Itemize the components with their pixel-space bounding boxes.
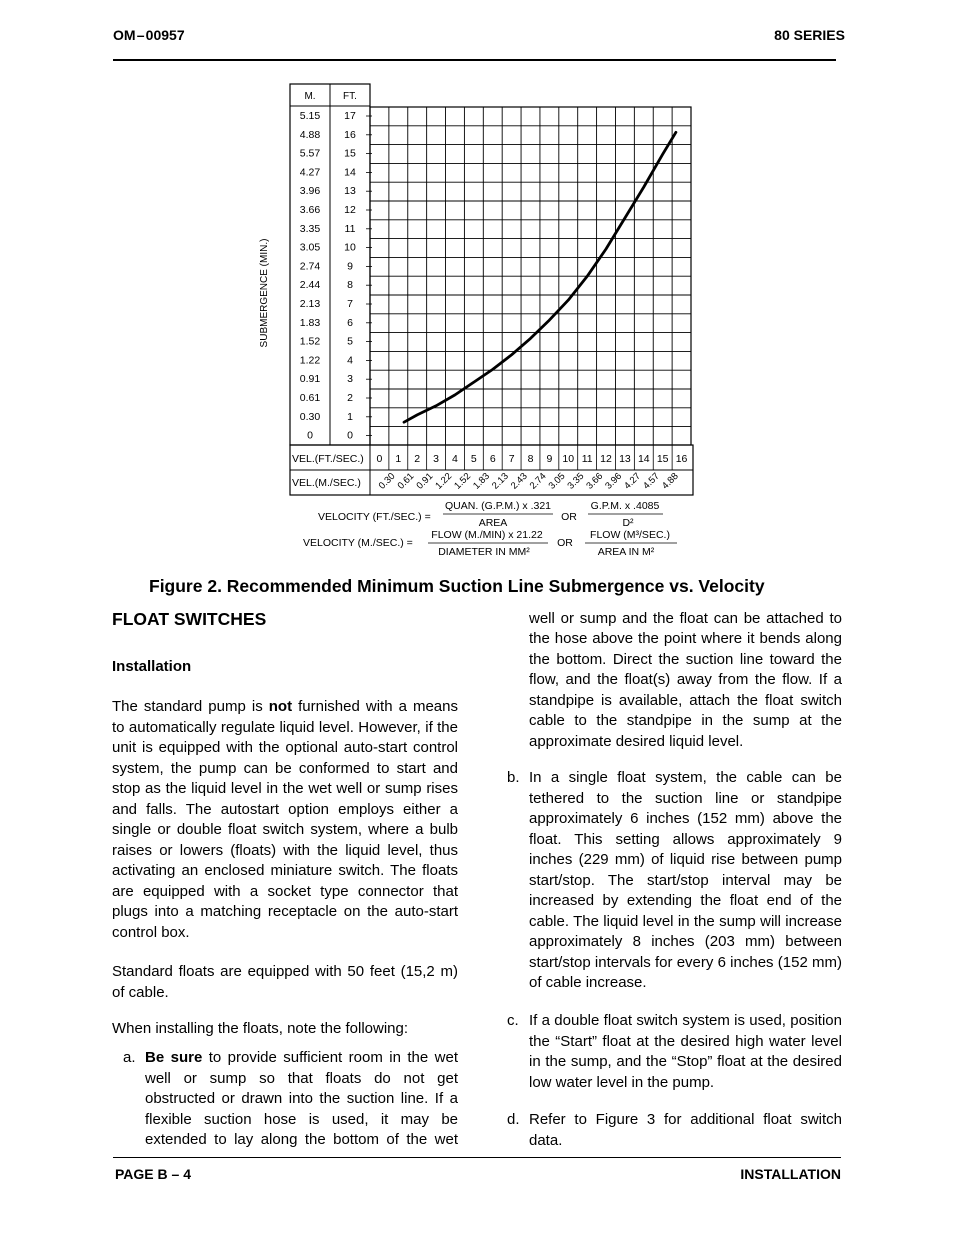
y-tick-label-m: 3.05 (299, 241, 321, 254)
section-title: FLOAT SWITCHES (112, 609, 267, 629)
submergence-velocity-chart (0, 0, 954, 570)
y-tick-label-ft: 17 (344, 110, 356, 122)
series-label: 80 SERIES (774, 27, 845, 43)
x-tick-label-m: 0.91 (414, 470, 436, 492)
formula-ft-denominator-1: AREA (478, 517, 508, 529)
y-axis-label: SUBMERGENCE (MIN.) (259, 238, 270, 348)
formula-m-label: VELOCITY (M./SEC.) = (303, 537, 413, 549)
formula-ft-denominator-2: D² (622, 517, 634, 529)
y-tick-label-m: 2.44 (299, 279, 321, 292)
footer-rule (113, 1157, 841, 1158)
x-tick-label-ft: 2 (414, 453, 421, 465)
y-tick-label-m: 2.74 (299, 260, 321, 273)
y-tick-label-ft: 4 (347, 354, 353, 367)
formula-ft-label: VELOCITY (FT./SEC.) = (318, 511, 431, 523)
item-a-rest-2: well or sump and the float can be attached to the hose above the point where it bends along the bottom. Direct the suction line toward the flow, and the float(s) away from the flow. If a standpipe is available, attach the float switch cable to the standpipe in the sump at the approximate desired liquid level. (529, 609, 842, 750)
x-tick-label-ft: 8 (527, 453, 534, 465)
formula-or-2: OR (557, 537, 573, 549)
x-tick-label-ft: 11 (581, 453, 593, 465)
x-tick-label-m: 2.43 (508, 470, 530, 492)
y-tick-label-m: 1.52 (299, 335, 321, 348)
list-item-a-text-part2 (529, 608, 842, 752)
x-tick-label-m: 2.74 (527, 470, 549, 492)
x-tick-label-m: 0.61 (395, 470, 417, 492)
formula-m-numerator-1: FLOW (M./MIN) x 21.22 (431, 529, 543, 541)
x-tick-label-ft: 13 (619, 453, 631, 465)
y-tick-label-ft: 6 (347, 316, 353, 329)
y-tick-label-m: 4.88 (299, 128, 321, 141)
x-tick-label-ft: 1 (395, 453, 402, 465)
x-tick-label-m: 4.57 (641, 470, 662, 492)
x-tick-label-m: 1.83 (471, 470, 492, 492)
x-tick-label-ft: 16 (675, 453, 688, 465)
y-tick-label-m: 0.61 (299, 392, 321, 404)
p1-rest: furnished with a means to automatically regulate liquid level. However, if the unit is equipped with the optional auto-start control system, the pump can be conformed to start and stop as the liquid level in the wet well or sump rises and falls. The autostart option employs either a single or double float switch system, where a bulb raises or lowers (floats) with the liquid level, thus activating an enclosed miniature switch. The floats are equipped with a socket type connector that plugs into a matching receptacle on the auto-start control box. (112, 698, 458, 941)
y-tick-label-m: 3.96 (299, 185, 321, 198)
y-tick-label-ft: 10 (344, 241, 356, 254)
x-tick-label-ft: 5 (470, 453, 477, 465)
x-tick-label-ft: 12 (600, 453, 612, 465)
y-tick-label-ft: 3 (347, 373, 353, 386)
x-tick-label-m: 1.22 (433, 470, 455, 492)
y-tick-label-ft: 8 (347, 279, 353, 292)
y-tick-label-m: 1.22 (299, 354, 321, 367)
y-tick-label-ft: 5 (347, 335, 353, 348)
x-tick-label-ft: 14 (637, 453, 650, 465)
y-tick-label-ft: 11 (344, 222, 356, 235)
item-a-rest: to provide sufficient room in the wet well or sump so that floats do not get obstructed or drawn into the suction line. If a flexible suction hose is used, it may be extended to lay along the bottom of the wet (145, 1049, 458, 1148)
y-tick-label-m: 0.30 (299, 410, 321, 423)
footer-section: INSTALLATION (740, 1166, 841, 1182)
formula-m-denominator-1: DIAMETER IN MM² (438, 546, 530, 558)
x-tick-label-m: 1.52 (452, 470, 474, 492)
list-marker-a: a. (123, 1049, 136, 1066)
y-tick-label-ft: 1 (347, 410, 353, 423)
x-tick-label-ft: 0 (376, 453, 383, 465)
y-tick-label-m: 3.66 (299, 204, 321, 216)
x-tick-label-m: 3.35 (565, 470, 587, 492)
list-item-c-text: If a double float switch system is used, position the “Start” float at the desired high water level in the sump, and the “Stop” float at the desired low water level in the pump. (529, 1012, 842, 1091)
section-subtitle: Installation (112, 658, 192, 675)
x-tick-label-ft: 6 (489, 453, 496, 465)
paragraph-standard-floats: Standard floats are equipped with 50 feet (15,2 m) of cable. (112, 963, 458, 1001)
x-tick-label-m: 0.30 (376, 470, 398, 492)
y-tick-label-ft: 16 (344, 128, 356, 141)
x-tick-label-ft: 9 (546, 453, 553, 465)
y-tick-label-ft: 9 (347, 260, 353, 273)
y-tick-label-m: 0 (307, 429, 313, 442)
paragraph-standard-pump (112, 697, 458, 943)
list-item-b-text: In a single float system, the cable can be tethered to the suction line or standpipe approximately 6 inches (152 mm) above the float. This setting allows approximately 9 inches (229 mm) of liquid rise between pump start/stop. The start/stop interval may be increased by extending the float end of the cable. The liquid level in the sump will increase approximately 8 inches (203 mm) between start/stop intervals for every 6 inches (152 mm) of cable increase. (529, 769, 842, 991)
list-marker-c: c. (507, 1012, 519, 1029)
formula-ft-numerator-2: G.P.M. x .4085 (590, 500, 660, 512)
y-tick-label-ft: 14 (344, 166, 356, 179)
formula-m-numerator-2: FLOW (M³/SEC.) (590, 529, 670, 541)
formula-m-denominator-2: AREA IN M² (597, 546, 655, 558)
x-tick-label-ft: 4 (452, 453, 458, 465)
p1-bold: not (268, 698, 293, 715)
page-number: PAGE B – 4 (115, 1166, 191, 1182)
y-tick-label-ft: 2 (347, 392, 353, 404)
x-tick-label-ft: 3 (433, 453, 440, 465)
item-a-bold: Be sure (145, 1049, 203, 1066)
x-tick-label-ft: 7 (508, 453, 515, 465)
x-tick-label-m: 3.96 (603, 470, 625, 492)
y-col-header-ft: FT. (343, 91, 357, 102)
p1-start: The standard pump is (112, 698, 269, 715)
y-tick-label-m: 5.57 (299, 147, 321, 160)
y-tick-label-ft: 7 (347, 298, 353, 310)
y-tick-label-ft: 0 (347, 429, 353, 442)
x-axis-label-m: VEL.(M./SEC.) (292, 477, 361, 489)
y-tick-label-ft: 13 (344, 185, 356, 198)
y-tick-label-m: 4.27 (299, 166, 321, 179)
list-marker-d: d. (507, 1111, 520, 1128)
y-tick-label-m: 1.83 (299, 316, 321, 329)
figure-caption: Figure 2. Recommended Minimum Suction Line Submergence vs. Velocity (149, 576, 765, 596)
list-item-a-text-part1 (145, 1048, 458, 1150)
y-tick-label-m: 3.35 (299, 222, 321, 235)
document-id: OM – 00957 (113, 27, 185, 43)
x-tick-label-ft: 15 (656, 453, 669, 465)
formula-ft-numerator-1: QUAN. (G.P.M.) x .321 (445, 500, 551, 512)
list-item-d-text: Refer to Figure 3 for additional float switch data. (529, 1111, 842, 1149)
x-tick-label-m: 4.88 (659, 470, 681, 492)
formula-or-1: OR (561, 511, 577, 523)
x-axis-label-ft: VEL.(FT./SEC.) (292, 453, 364, 465)
y-tick-label-m: 2.13 (299, 298, 321, 310)
y-tick-label-ft: 15 (344, 147, 356, 160)
x-tick-label-ft: 10 (562, 453, 575, 465)
x-tick-label-m: 2.13 (489, 470, 511, 492)
x-tick-label-m: 3.66 (584, 470, 606, 492)
x-tick-label-m: 3.05 (546, 470, 568, 492)
x-tick-label-m: 4.27 (622, 470, 644, 492)
list-marker-b: b. (507, 769, 520, 786)
y-tick-label-ft: 12 (344, 204, 356, 216)
paragraph-when-installing: When installing the floats, note the following: (112, 1020, 409, 1037)
y-col-header-m: M. (304, 91, 316, 102)
y-tick-label-m: 5.15 (299, 110, 321, 122)
y-tick-label-m: 0.91 (299, 373, 321, 386)
